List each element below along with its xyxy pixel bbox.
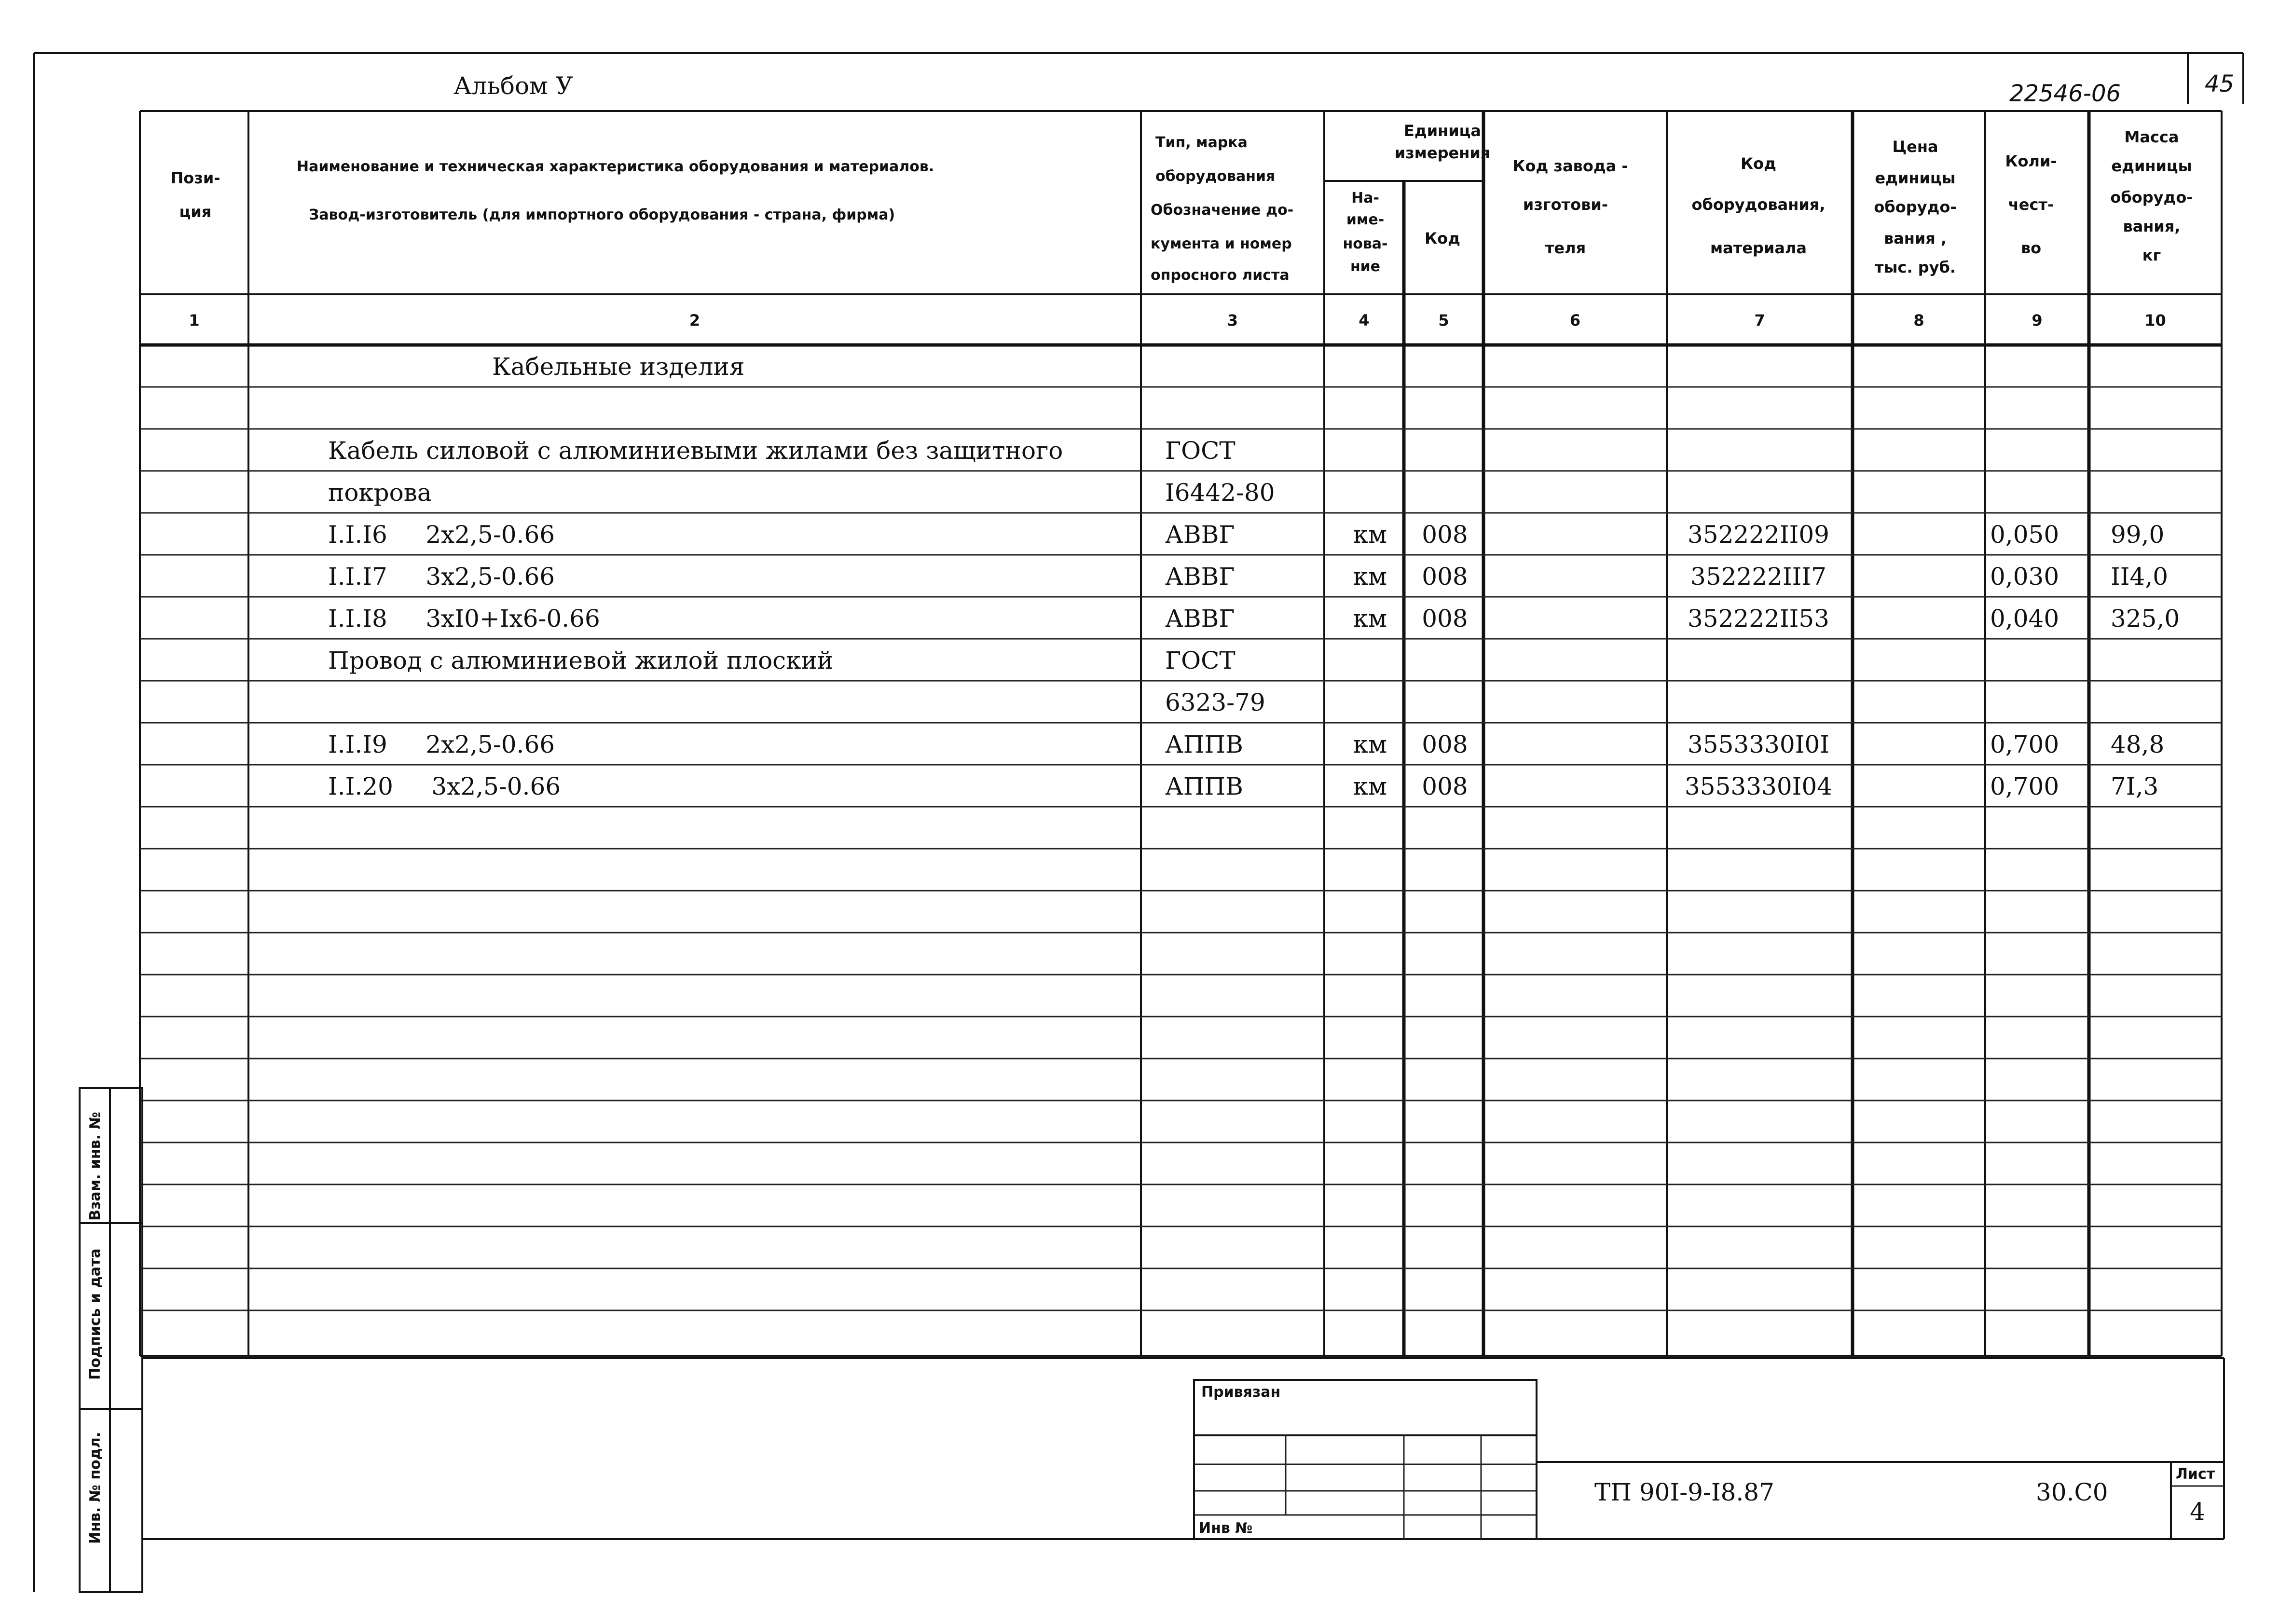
cell-c2: Кабель силовой с алюминиевыми жилами без защитного	[328, 437, 1063, 465]
cell-c5: 008	[1422, 563, 1468, 591]
header-mass-l1: Масса	[2124, 128, 2179, 146]
header-position-l2: ция	[179, 203, 212, 221]
cell-c9: 0,040	[1990, 605, 2059, 633]
cell-c5: 008	[1422, 605, 1468, 633]
side-stamp	[80, 1088, 142, 1592]
column-number-10: 10	[2144, 311, 2166, 330]
header-equipment-code-l1: Код	[1741, 154, 1776, 173]
cell-c2: I.I.20 3х2,5-0.66	[328, 772, 561, 800]
title-block	[142, 1358, 2224, 1539]
header-price-l3: оборудо-	[1874, 198, 1957, 216]
column-number-1: 1	[189, 311, 200, 330]
header-position-l1: Пози-	[170, 169, 220, 187]
header-price-l4: вания ,	[1883, 229, 1947, 248]
table-row	[1165, 688, 1265, 716]
cell-c5: 008	[1422, 521, 1468, 549]
spec-table-header	[170, 122, 2193, 284]
header-type-l1: Тип, марка	[1155, 134, 1248, 151]
cell-c9: 0,050	[1990, 521, 2059, 549]
cell-c10: 48,8	[2111, 730, 2165, 758]
header-unit-code: Код	[1425, 229, 1460, 248]
header-plant-code-l3: теля	[1545, 239, 1586, 257]
header-unit-name-l4: ние	[1350, 258, 1381, 275]
cell-c9: 0,700	[1990, 730, 2059, 758]
section-code: 30.С0	[2036, 1478, 2108, 1506]
cell-c9: 0,700	[1990, 772, 2059, 800]
side-stamp-inv: Инв. № подл.	[87, 1431, 104, 1544]
cell-c10: 7I,3	[2111, 772, 2159, 800]
cell-c10: 325,0	[2111, 605, 2180, 633]
header-type-l2: оборудования	[1155, 168, 1276, 185]
cell-c4: км	[1353, 730, 1387, 758]
column-number-row	[189, 311, 2166, 330]
cell-c2: покрова	[328, 479, 432, 507]
column-number-6: 6	[1569, 311, 1581, 330]
side-stamp-vzam: Взам. инв. №	[87, 1112, 104, 1221]
cell-c4: км	[1353, 605, 1387, 633]
inv-no-label: Инв №	[1199, 1520, 1253, 1537]
header-quantity-l3: во	[2020, 239, 2042, 257]
header-unit-group-l2: измерения	[1394, 144, 1491, 162]
page-number-handwritten: 45	[2205, 70, 2235, 97]
cell-c2: I.I.I7 3х2,5-0.66	[328, 563, 555, 591]
header-type-l5: опросного листа	[1151, 267, 1290, 284]
header-type-l4: кумента и номер	[1151, 235, 1292, 252]
header-unit-name-l3: нова-	[1343, 235, 1388, 252]
header-plant-code-l2: изготови-	[1523, 195, 1608, 214]
table-row	[492, 353, 744, 381]
cell-c3: 6323-79	[1165, 688, 1265, 716]
table-row	[328, 563, 2168, 591]
cell-c4: км	[1353, 563, 1387, 591]
cell-c3: I6442-80	[1165, 479, 1275, 507]
cell-c2: Кабельные изделия	[492, 353, 745, 381]
header-price-l2: единицы	[1875, 169, 1956, 187]
table-row	[328, 730, 2164, 758]
privyazan-label: Привязан	[1201, 1384, 1281, 1401]
side-stamp-podpis: Подпись и дата	[87, 1248, 104, 1380]
header-name-l1: Наименование и техническая характеристика оборудования и материалов.	[297, 158, 934, 175]
album-label: Альбом У	[453, 72, 573, 100]
cell-c7: 3553330I0I	[1688, 730, 1829, 758]
doc-code: ТП 90I-9-I8.87	[1594, 1478, 1774, 1506]
header-unit-group-l1: Единица	[1404, 122, 1481, 140]
cell-c2: Провод с алюминиевой жилой плоский	[328, 647, 834, 674]
cell-c3: ГОСТ	[1165, 647, 1236, 674]
table-row	[328, 605, 2180, 633]
cell-c2: I.I.I6 2х2,5-0.66	[328, 521, 555, 549]
cell-c7: 3553330I04	[1684, 772, 1833, 800]
cell-c7: 352222II09	[1688, 521, 1829, 549]
header-equipment-code-l2: оборудования,	[1691, 195, 1826, 214]
header-unit-name-l1: На-	[1351, 190, 1379, 206]
column-number-2: 2	[689, 311, 700, 330]
header-quantity-l2: чест-	[2008, 195, 2054, 214]
cell-c4: км	[1353, 772, 1387, 800]
column-number-3: 3	[1227, 311, 1238, 330]
cell-c4: км	[1353, 521, 1387, 549]
spec-table-body	[328, 353, 2180, 800]
column-number-9: 9	[2032, 311, 2043, 330]
header-unit-name-l2: име-	[1346, 211, 1385, 228]
header-price-l5: тыс. руб.	[1874, 258, 1956, 276]
header-mass-l2: единицы	[2111, 157, 2192, 175]
table-row	[328, 772, 2158, 800]
column-number-5: 5	[1438, 311, 1449, 330]
column-number-7: 7	[1754, 311, 1765, 330]
cell-c7: 352222II53	[1688, 605, 1829, 633]
header-price-l1: Цена	[1892, 138, 1938, 156]
cell-c3: АВВГ	[1165, 563, 1235, 591]
sheet-label: Лист	[2176, 1466, 2215, 1483]
table-row	[328, 521, 2164, 549]
table-row	[328, 437, 1236, 465]
cell-c2: I.I.I8 3хI0+Iх6-0.66	[328, 605, 600, 633]
header-equipment-code-l3: материала	[1710, 239, 1807, 257]
sheet-frame	[34, 53, 2243, 1592]
cell-c2: I.I.I9 2х2,5-0.66	[328, 730, 555, 758]
cell-c3: АППВ	[1165, 772, 1243, 800]
cell-c10: 99,0	[2111, 521, 2165, 549]
column-number-4: 4	[1359, 311, 1370, 330]
header-mass-l5: кг	[2142, 246, 2161, 264]
cell-c5: 008	[1422, 772, 1468, 800]
table-row	[328, 479, 1275, 507]
cell-c3: АВВГ	[1165, 605, 1235, 633]
sheet-number: 4	[2190, 1498, 2205, 1526]
table-row	[328, 647, 1236, 674]
cell-c3: АППВ	[1165, 730, 1243, 758]
column-number-8: 8	[1913, 311, 1924, 330]
cell-c10: II4,0	[2111, 563, 2169, 591]
header-type-l3: Обозначение до-	[1151, 202, 1294, 219]
header-quantity-l1: Коли-	[2005, 152, 2057, 170]
header-mass-l3: оборудо-	[2110, 188, 2193, 206]
cell-c9: 0,030	[1990, 563, 2059, 591]
header-mass-l4: вания,	[2123, 217, 2181, 235]
cell-c3: АВВГ	[1165, 521, 1235, 549]
header-plant-code-l1: Код завода -	[1512, 157, 1628, 175]
header-name-l2: Завод-изготовитель (для импортного оборудования - страна, фирма)	[309, 206, 895, 223]
cell-c7: 352222III7	[1690, 563, 1826, 591]
cell-c5: 008	[1422, 730, 1468, 758]
cell-c3: ГОСТ	[1165, 437, 1236, 465]
doc-number-handwritten: 22546-06	[2009, 80, 2121, 107]
